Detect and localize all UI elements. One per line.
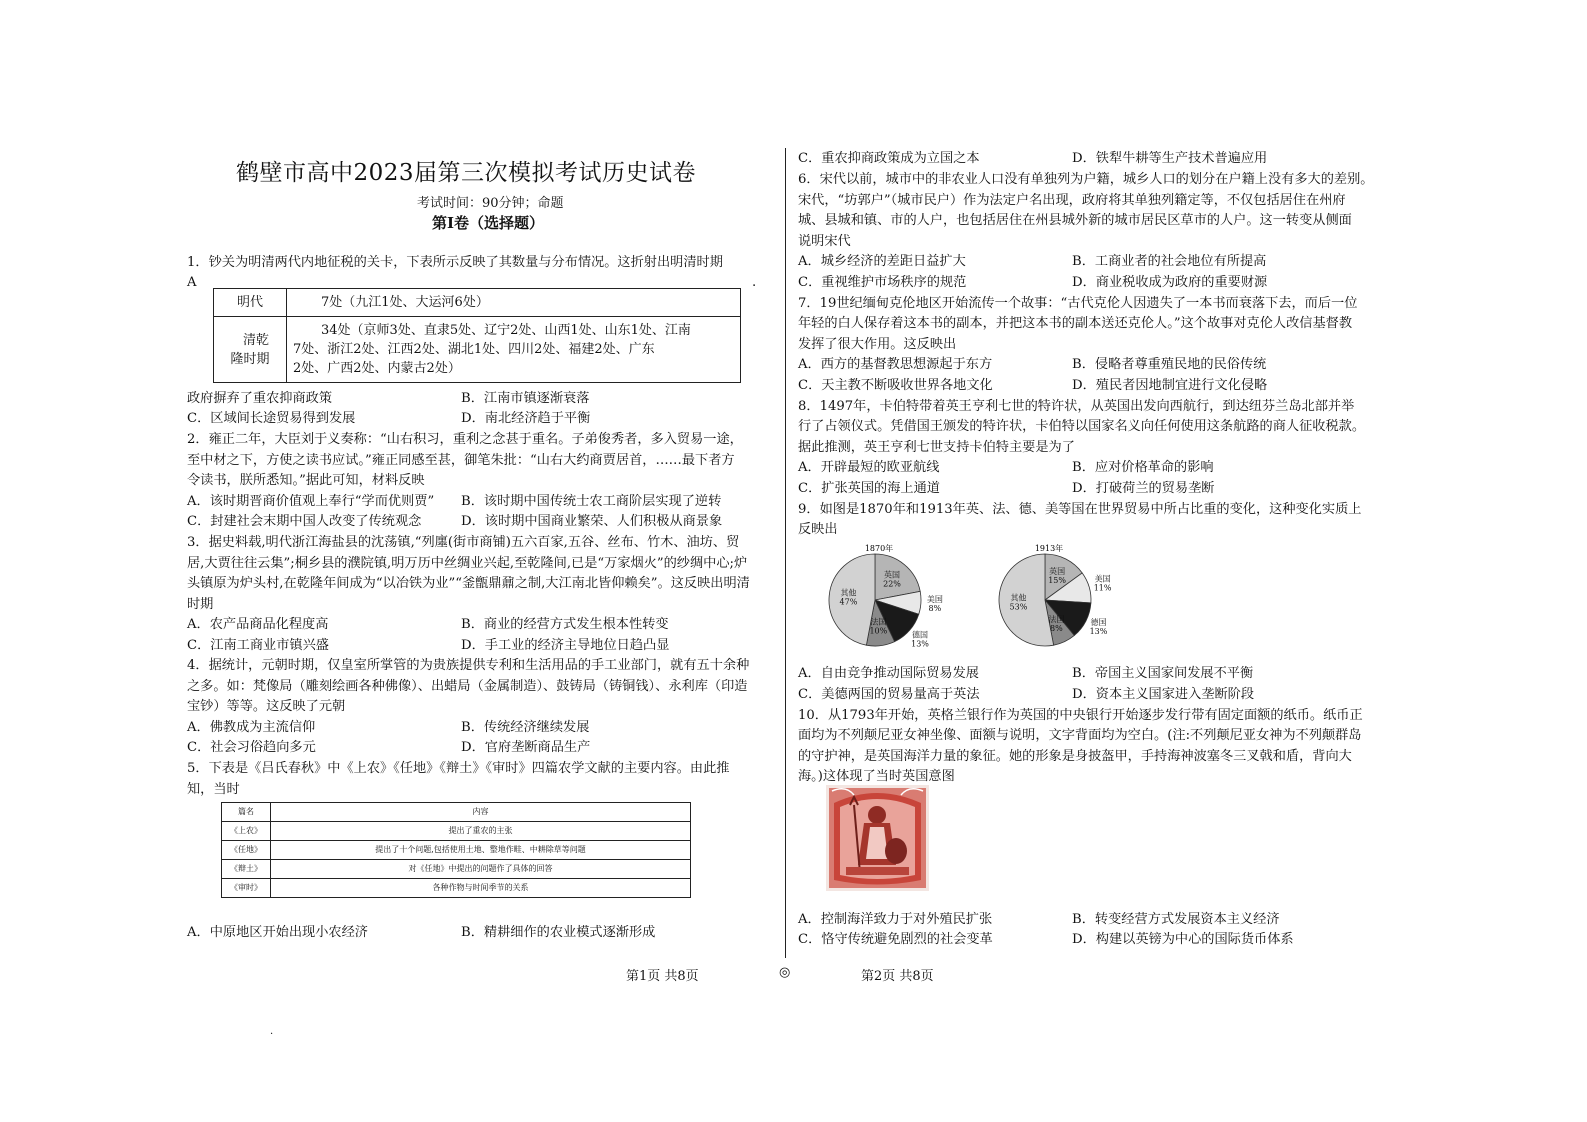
q5-table-cell: 各种作物与时间季节的关系 [271, 879, 691, 898]
q1-table-label-qing-line2: 隆时期 [230, 351, 270, 367]
q7-line1: 7．19世纪缅甸克伦地区开始流传一个故事：“古代克伦人因遗失了一本书而衰落下去，而后一位 [798, 296, 1358, 311]
stray-dot: . [270, 1026, 274, 1037]
q6-option-d[interactable]: D．商业税收成为政府的重要财源 [1072, 275, 1268, 290]
q5-table [221, 802, 691, 898]
q3-option-b[interactable]: B．商业的经营方式发生根本性转变 [461, 617, 669, 632]
q5-table-cell: 《任地》 [222, 841, 271, 860]
q10-option-a[interactable]: A．控制海洋致力于对外殖民扩张 [798, 912, 993, 927]
q7-option-c[interactable]: C．天主教不断吸收世界各地文化 [798, 378, 993, 393]
q3-line3: 头镇原为炉头村,在乾隆年间成为“以冶铁为业”“釜甑鼎鼐之制,大江南北皆仰赖矣”。这反映出明清 [187, 576, 750, 591]
q4-option-c[interactable]: C．社会习俗趋向多元 [187, 740, 316, 755]
q8-line1: 8．1497年，卡伯特带着英王亨利七世的特许状，从英国出发向西航行，到达纽芬兰岛北部并举 [798, 399, 1355, 414]
pie-title: 1870年 [864, 544, 894, 553]
q3-option-a[interactable]: A．农产品商品化程度高 [187, 617, 329, 632]
table-row [222, 860, 691, 879]
q7-line2: 年轻的白人保存着这本书的副本，并把这本书的副本送还克伦人。”这个故事对克伦人改信基督教 [798, 316, 1353, 331]
q9-line2: 反映出 [798, 522, 838, 537]
q8-line3: 据此推测，英王亨利七世支持卡伯特主要是为了 [798, 440, 1075, 455]
q1-option-marker: A [187, 275, 197, 290]
q6-option-b[interactable]: B．工商业者的社会地位有所提高 [1072, 254, 1267, 269]
q7-option-b[interactable]: B．侵略者尊重殖民地的民俗传统 [1072, 357, 1267, 372]
britannia-banknote-image [826, 785, 929, 891]
q10-line2: 面均为不列颠尼亚女神坐像、面额与说明，文字背面均为空白。(注:不列颠尼亚女神为不列颠群岛 [798, 728, 1362, 743]
q6-line2: 宋代，“坊郭户”（城市民户）作为法定户名出现，政府将其单独列籍定等，不仅包括居住在州府 [798, 193, 1346, 208]
q7-line3: 发挥了很大作用。这反映出 [798, 337, 957, 352]
trade-share-pie-charts [820, 538, 1120, 653]
binding-mark: ◎ [779, 965, 791, 980]
q3-option-d[interactable]: D．手工业的经济主导地位日趋凸显 [461, 638, 670, 653]
pie-label: 英国 22% [883, 570, 901, 589]
q8-option-c[interactable]: C．扩张英国的海上通道 [798, 481, 940, 496]
q5-table-header-content: 内容 [271, 803, 691, 822]
q10-option-d[interactable]: D．构建以英镑为中心的国际货币体系 [1072, 932, 1294, 947]
pie-label: 德国 13% [911, 630, 929, 649]
table-row [214, 289, 741, 317]
table-row [214, 317, 741, 383]
table-row [222, 803, 691, 822]
q2-line1: 2．雍正二年，大臣刘于义奏称：“山右积习，重利之念甚于重名。子弟俊秀者，多入贸易一途， [187, 432, 743, 447]
q10-line4: 海。)这体现了当时英国意图 [798, 769, 955, 784]
pie-label: 其他 53% [1009, 593, 1028, 612]
q5-table-cell: 对《任地》中提出的问题作了具体的回答 [271, 860, 691, 879]
q9-option-c[interactable]: C．美德两国的贸易量高于英法 [798, 687, 980, 702]
q1-option-d[interactable]: D．南北经济趋于平衡 [461, 411, 591, 426]
q1-option-c[interactable]: C．区域间长途贸易得到发展 [187, 411, 356, 426]
q2-option-a[interactable]: A．该时期晋商价值观上奉行“学而优则贾” [187, 494, 435, 509]
q1-option-a[interactable]: 政府摒弃了重农抑商政策 [187, 391, 333, 406]
q8-line2: 行了占领仪式。凭借国王颁发的特许状，卡伯特以国家名义向任何使用这条航路的商人征收税款。 [798, 419, 1366, 434]
q4-line1: 4．据统计，元朝时期，仅皇室所掌管的为贵族提供专利和生活用品的手工业部门，就有五十余种 [187, 658, 750, 673]
q2-line3: 令读书，朕所悉知。”据此可知，材料反映 [187, 473, 425, 488]
q5-table-cell: 《上农》 [222, 822, 271, 841]
q10-line3: 的守护神，是英国海洋力量的象征。她的形象是身披盔甲，手持海神波塞冬三叉戟和盾，背向大 [798, 749, 1352, 764]
q9-line1: 9．如图是1870年和1913年英、法、德、美等国在世界贸易中所占比重的变化，这种变化实质上 [798, 502, 1362, 517]
q6-option-c[interactable]: C．重视维护市场秩序的规范 [798, 275, 967, 290]
pie-label: 其他 47% [839, 588, 858, 607]
q7-option-d[interactable]: D．殖民者因地制宜进行文化侵略 [1072, 378, 1268, 393]
q1-table-label-qing-line1: 清乾 [242, 332, 269, 348]
section-heading: 第Ⅰ卷（选择题） [432, 214, 545, 232]
q4-line2: 之多。如：梵像局（雕刻绘画各种佛像）、出蜡局（金属制造）、鼓铸局（铸铜钱）、永利库（印造 [187, 679, 748, 694]
q10-line1: 10．从1793年开始，英格兰银行作为英国的中央银行开始逐步发行带有固定面额的纸币。纸币正 [798, 708, 1363, 723]
q2-option-d[interactable]: D．该时期中国商业繁荣、人们积极从商景象 [461, 514, 723, 529]
page-number-right: 第2页 共8页 [861, 969, 934, 984]
q4-line3: 宝钞）等等。这反映了元朝 [187, 699, 346, 714]
q4-option-d[interactable]: D．官府垄断商品生产 [461, 740, 591, 755]
pie-label: 美国 8% [926, 594, 943, 613]
q1-table-label-ming: 明代 [214, 289, 287, 317]
q1-table-value-qing-line1: 34处（京师3处、直隶5处、辽宁2处、山西1处、山东1处、江南 [321, 323, 691, 338]
q5-option-a[interactable]: A．中原地区开始出现小农经济 [187, 925, 368, 940]
pie-label: 英国 15% [1048, 567, 1067, 586]
q5-table-cell: 提出了十个问题,包括使用土地、整地作畦、中耕除草等问题 [271, 841, 691, 860]
pie-label: 美国 11% [1093, 574, 1112, 593]
page-number-left: 第1页 共8页 [626, 969, 699, 984]
q5-table-cell: 提出了重农的主张 [271, 822, 691, 841]
table-row [222, 879, 691, 898]
q8-option-b[interactable]: B．应对价格革命的影响 [1072, 460, 1214, 475]
q5-line1: 5．下表是《吕氏春秋》中《上农》《任地》《辩土》《审时》四篇农学文献的主要内容。由此推 [187, 761, 730, 776]
q2-option-b[interactable]: B．该时期中国传统士农工商阶层实现了逆转 [461, 494, 722, 509]
q5-line2: 知，当时 [187, 782, 240, 797]
q5-option-c[interactable]: C．重农抑商政策成为立国之本 [798, 151, 980, 166]
q1-table-label-qing [214, 317, 287, 383]
q1-stem: 1．钞关为明清两代内地征税的关卡，下表所示反映了其数量与分布情况。这折射出明清时期 [187, 255, 723, 270]
pie-label: 德国 13% [1089, 618, 1108, 637]
q2-line2: 至中材之下，方使之读书应试。”雍正同感至甚，御笔朱批：“山右大约商贾居首，……最下者方 [187, 453, 735, 468]
q1-table-value-ming: 7处（九江1处、大运河6处） [287, 289, 741, 317]
q6-line4: 说明宋代 [798, 234, 851, 249]
q3-option-c[interactable]: C．江南工商业市镇兴盛 [187, 638, 329, 653]
q4-option-b[interactable]: B．传统经济继续发展 [461, 720, 590, 735]
table-row [222, 822, 691, 841]
q3-line1: 3．据史料载,明代浙江海盐县的沈荡镇,“列廛(街市商铺)五六百家,五谷、丝布、竹木、油坊、贸 [187, 535, 740, 550]
q1-table-value-qing-line2: 7处、浙江2处、江西2处、湖北1处、四川2处、福建2处、广东 [293, 342, 655, 357]
pie-label: 法国 8% [1048, 615, 1065, 634]
q3-line2: 居,大贾往往云集”;桐乡县的濮院镇,明万历中丝绸业兴起,至乾隆间,已是“万家烟火”的纱绸中心;炉 [187, 556, 748, 571]
q5-option-d[interactable]: D．铁犁牛耕等生产技术普遍应用 [1072, 151, 1268, 166]
q6-line1: 6．宋代以前，城市中的非农业人口没有单独列为户籍，城乡人口的划分在户籍上没有多大的差别。 [798, 172, 1374, 187]
q8-option-a[interactable]: A．开辟最短的欧亚航线 [798, 460, 940, 475]
q9-option-d[interactable]: D．资本主义国家进入垄断阶段 [1072, 687, 1255, 702]
column-divider [785, 148, 786, 958]
q8-option-d[interactable]: D．打破荷兰的贸易垄断 [1072, 481, 1215, 496]
q1-dot: . [752, 275, 757, 290]
exam-title: 鹤壁市高中2023届第三次模拟考试历史试卷 [236, 160, 697, 186]
q1-option-b[interactable]: B．江南市镇逐渐衰落 [461, 391, 590, 406]
q5-table-header-title: 篇名 [222, 803, 271, 822]
q2-option-c[interactable]: C．封建社会末期中国人改变了传统观念 [187, 514, 422, 529]
q10-option-c[interactable]: C．恪守传统避免剧烈的社会变革 [798, 932, 993, 947]
q9-option-a[interactable]: A．自由竞争推动国际贸易发展 [798, 666, 979, 681]
exam-subtitle: 考试时间：90分钟；命题 [417, 196, 564, 211]
q5-table-cell: 《辩土》 [222, 860, 271, 879]
q10-option-b[interactable]: B．转变经营方式发展资本主义经济 [1072, 912, 1280, 927]
q3-line4: 时期 [187, 597, 214, 612]
table-row [222, 841, 691, 860]
q1-table-value-qing [287, 317, 741, 383]
q1-table-value-qing-line3: 2处、广西2处、内蒙古2处） [293, 361, 461, 376]
q5-table-cell: 《审时》 [222, 879, 271, 898]
pie-label: 法国 10% [869, 617, 888, 636]
q6-line3: 城、县城和镇、市的人户，也包括居住在州县城外新的城市居民区草市的人户。这一转变从侧面 [798, 213, 1352, 228]
q1-table [213, 288, 741, 383]
q6-option-a[interactable]: A．城乡经济的差距日益扩大 [798, 254, 966, 269]
q7-option-a[interactable]: A．西方的基督教思想源起于东方 [798, 357, 993, 372]
pie-title: 1913年 [1034, 544, 1064, 553]
q9-option-b[interactable]: B．帝国主义国家间发展不平衡 [1072, 666, 1254, 681]
q5-option-b[interactable]: B．精耕细作的农业模式逐渐形成 [461, 925, 656, 940]
q4-option-a[interactable]: A．佛教成为主流信仰 [187, 720, 316, 735]
